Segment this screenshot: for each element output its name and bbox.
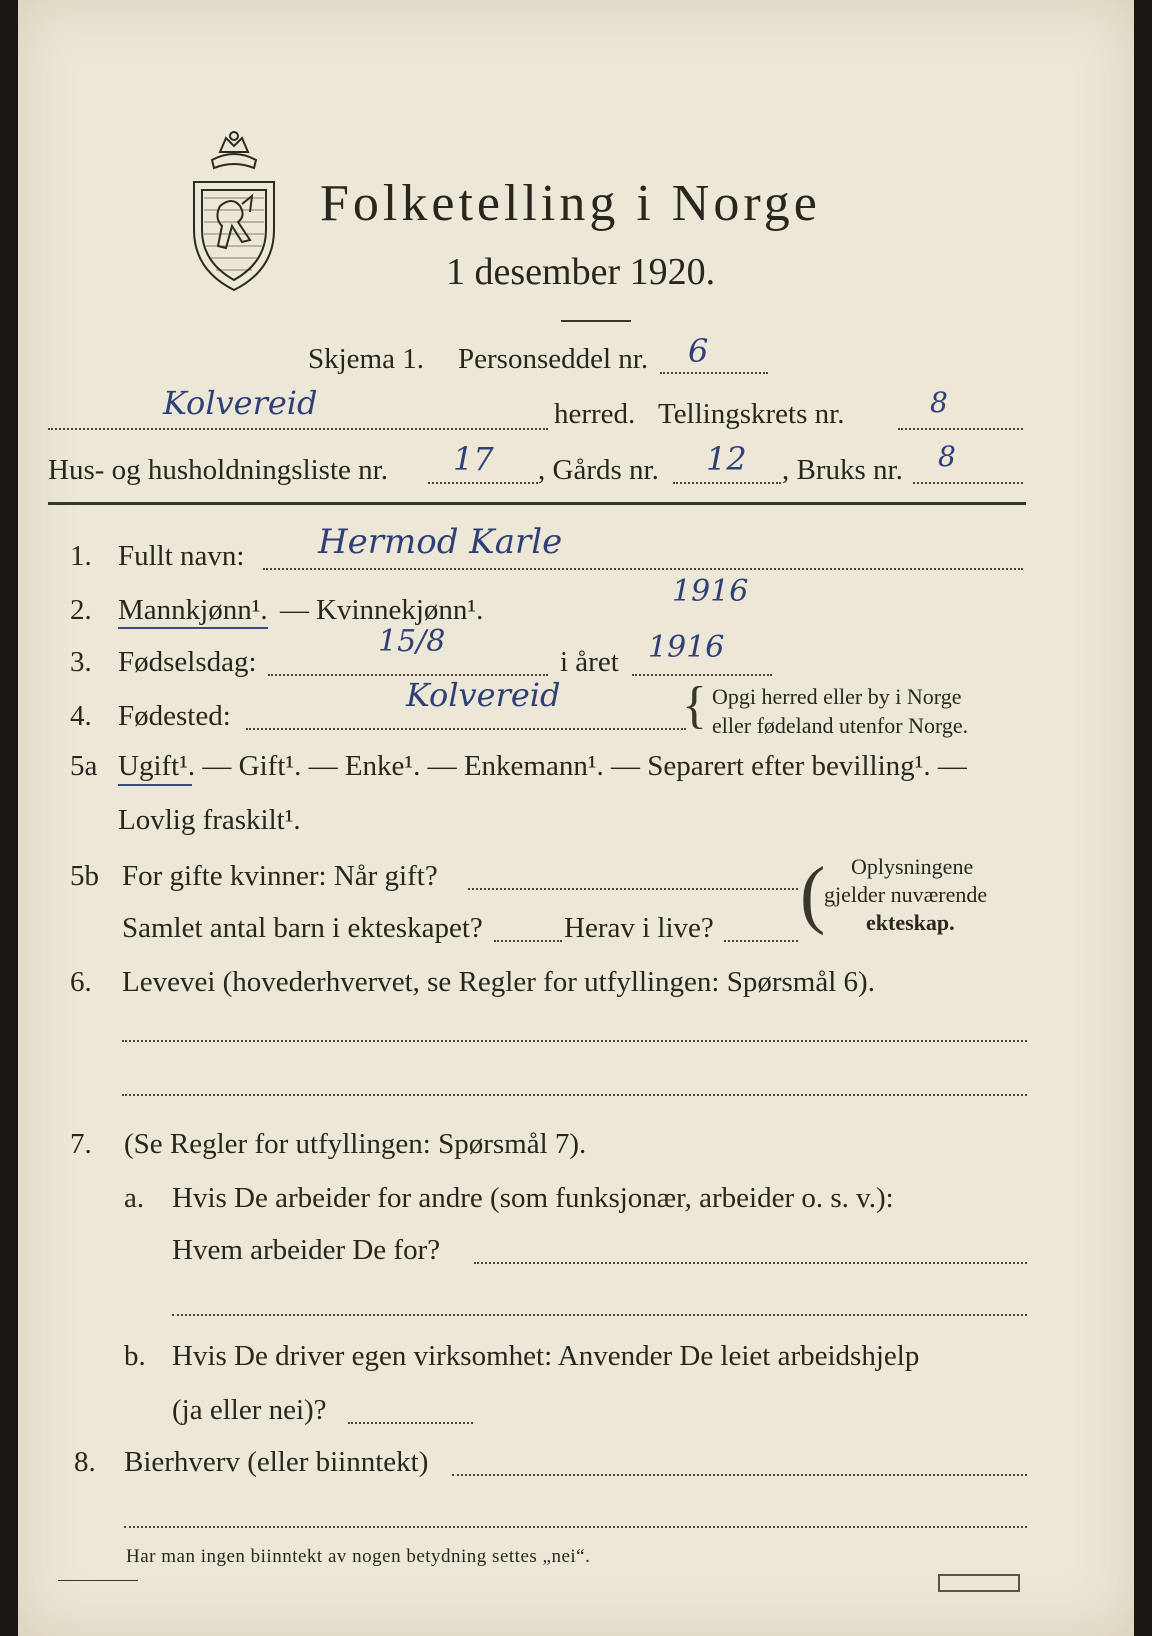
husliste-line bbox=[428, 482, 538, 484]
employer-line bbox=[474, 1262, 1027, 1264]
female-option[interactable]: Kvinnekjønn¹. bbox=[316, 594, 484, 626]
q8-label: Bierhverv (eller biinntekt) bbox=[124, 1446, 429, 1478]
herred-label: herred. bbox=[554, 398, 636, 430]
personseddel-label: Personseddel nr. bbox=[458, 343, 649, 375]
side-income-line bbox=[452, 1474, 1027, 1476]
q2-number: 2. bbox=[70, 594, 92, 626]
q5b-label-alive: Herav i live? bbox=[564, 912, 714, 944]
personseddel-line bbox=[660, 372, 768, 374]
q1-number: 1. bbox=[70, 540, 92, 572]
birthplace-line bbox=[246, 728, 686, 730]
children-count-line bbox=[494, 940, 562, 942]
male-underline-mark bbox=[118, 627, 268, 629]
q8-number: 8. bbox=[74, 1446, 96, 1478]
occupation-line-1 bbox=[122, 1040, 1027, 1042]
q5b-note-line2: gjelder nuværende bbox=[824, 882, 988, 907]
q5b-note-line1: Oplysningene bbox=[851, 854, 974, 879]
q6-label: Levevei (hovederhvervet, se Regler for utfyllingen: Spørsmål 6). bbox=[122, 966, 875, 998]
male-option[interactable]: Mannkjønn¹. bbox=[118, 594, 268, 626]
q1-label: Fullt navn: bbox=[118, 540, 245, 572]
q1-line bbox=[263, 568, 1023, 570]
children-alive-line bbox=[724, 940, 798, 942]
header-separator bbox=[48, 502, 1026, 505]
q5b-number: 5b bbox=[70, 860, 99, 892]
q3-label: Fødselsdag: bbox=[118, 646, 257, 678]
q5b-note-line3: ekteskap. bbox=[866, 910, 955, 935]
marital-status-options[interactable]: Ugift¹. — Gift¹. — Enke¹. — Enkemann¹. — Separert efter bevilling¹. — bbox=[118, 750, 967, 782]
birth-year-value[interactable]: 1916 bbox=[648, 630, 725, 665]
q4-note-line1: Opgi herred eller by i Norge bbox=[712, 684, 962, 709]
footnote-divider bbox=[58, 1580, 138, 1581]
q5b-label-married: For gifte kvinner: Når gift? bbox=[122, 860, 438, 892]
year-line bbox=[632, 674, 772, 676]
q7a-employer-label: Hvem arbeider De for? bbox=[172, 1234, 441, 1266]
year-label: i året bbox=[560, 646, 619, 678]
divorced-option[interactable]: Lovlig fraskilt¹. bbox=[118, 804, 301, 836]
q4-note-line2: eller fødeland utenfor Norge. bbox=[712, 713, 969, 738]
q4-number: 4. bbox=[70, 700, 92, 732]
q5b-label-children: Samlet antal barn i ekteskapet? bbox=[122, 912, 483, 944]
q7a-label: Hvis De arbeider for andre (som funksjonær, arbeider o. s. v.): bbox=[172, 1182, 894, 1214]
gards-line bbox=[673, 482, 781, 484]
unmarried-underline-mark bbox=[118, 784, 192, 786]
birthday-value[interactable]: 15/8 bbox=[378, 624, 446, 659]
q7-number: 7. bbox=[70, 1128, 92, 1160]
q2-separator: — bbox=[280, 594, 309, 626]
skjema-label: Skjema 1. bbox=[308, 343, 424, 375]
personseddel-value[interactable]: 6 bbox=[688, 332, 709, 370]
q2-margin-note: 1916 bbox=[672, 574, 749, 609]
q3-number: 3. bbox=[70, 646, 92, 678]
q5b-brace: ( bbox=[800, 852, 826, 936]
q7b-letter: b. bbox=[124, 1340, 146, 1372]
occupation-line-2 bbox=[122, 1094, 1027, 1096]
q4-label: Fødested: bbox=[118, 700, 231, 732]
tellingskrets-label: Tellingskrets nr. bbox=[658, 398, 845, 430]
q6-number: 6. bbox=[70, 966, 92, 998]
q7a-letter: a. bbox=[124, 1182, 145, 1214]
herred-value[interactable]: Kolvereid bbox=[163, 384, 318, 422]
bruks-label: , Bruks nr. bbox=[782, 454, 903, 486]
q7-label: (Se Regler for utfyllingen: Spørsmål 7). bbox=[124, 1128, 587, 1160]
gards-label: , Gårds nr. bbox=[538, 454, 659, 486]
tellingskrets-value[interactable]: 8 bbox=[930, 386, 948, 419]
hired-help-line bbox=[348, 1422, 473, 1424]
herred-line bbox=[48, 428, 548, 430]
employer-line-2 bbox=[172, 1314, 1027, 1316]
form-title: Folketelling i Norge bbox=[320, 175, 821, 232]
q7b-label: Hvis De driver egen virksomhet: Anvender De leiet arbeidshjelp bbox=[172, 1340, 920, 1372]
census-date: 1 desember 1920. bbox=[446, 251, 716, 293]
side-income-line-2 bbox=[124, 1526, 1027, 1528]
census-form-sheet bbox=[18, 0, 1134, 1636]
husliste-label: Hus- og husholdningsliste nr. bbox=[48, 454, 388, 486]
coat-of-arms-icon bbox=[180, 130, 288, 296]
bruks-value[interactable]: 8 bbox=[938, 440, 956, 473]
printer-stamp bbox=[938, 1574, 1020, 1592]
q4-brace: { bbox=[682, 677, 707, 734]
footnote: Har man ingen biinntekt av nogen betydning settes „nei“. bbox=[126, 1546, 591, 1567]
title-divider bbox=[561, 320, 631, 322]
q5a-number: 5a bbox=[70, 750, 98, 782]
gards-value[interactable]: 12 bbox=[706, 440, 747, 478]
q7b-answer-label: (ja eller nei)? bbox=[172, 1394, 327, 1426]
married-date-line bbox=[468, 888, 798, 890]
bruks-line bbox=[913, 482, 1023, 484]
tellingskrets-line bbox=[898, 428, 1023, 430]
birthplace-value[interactable]: Kolvereid bbox=[406, 676, 561, 714]
full-name-value[interactable]: Hermod Karle bbox=[318, 522, 563, 562]
husliste-value[interactable]: 17 bbox=[453, 440, 494, 478]
